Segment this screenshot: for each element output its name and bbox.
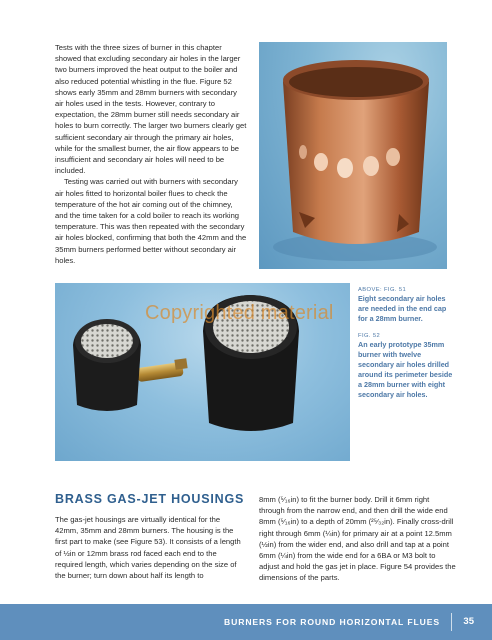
section-heading: BRASS GAS-JET HOUSINGS	[55, 492, 245, 506]
caption-fig51	[358, 287, 454, 324]
body-text-right	[259, 494, 457, 584]
caption-fig52	[358, 333, 454, 400]
body-text-left	[55, 514, 245, 581]
running-footer-title: BURNERS FOR ROUND HORIZONTAL FLUES	[224, 617, 440, 627]
body-paragraph: The gas-jet housings are virtually identical for the 42mm, 35mm and 28mm burners. The housing is the first part to make (see Figure 53). It consists of a length of ½in or 12mm brass rod faced each end to the required length, which varies depending on the size of the burner; turn down about half its length to	[55, 515, 241, 581]
caption-text: Eight secondary air holes are needed in the end cap for a 28mm burner.	[358, 294, 447, 323]
caption-text: An early prototype 35mm burner with twelve secondary air holes drilled around its perimeter beside a 28mm burner with eight secondary air holes.	[358, 340, 453, 399]
copyright-watermark: Copyrighted material	[145, 302, 334, 324]
footer-bar	[0, 604, 492, 640]
body-paragraph: 8mm (⁵⁄₁₆in) to fit the burner body. Drill it 6mm right through from the narrow end, and then drill the wide end 8mm (⁵⁄₁₆in) to a depth of 20mm (²⁵⁄₃₂in). Finally cross-drill right through 6mm (¼in) for primary air at a point 12.5mm (½in) from the wider end, and also drill and tap at a point 6mm (¼in) from the wide end for a 6BA or M3 bolt to adjust and hold the gas jet in place. Figure 54 provides the dimensions of the parts.	[259, 495, 456, 583]
copper-end-cap-illustration	[259, 42, 447, 269]
page-number: 35	[463, 616, 474, 627]
intro-text	[55, 42, 247, 266]
intro-paragraph: Testing was carried out with burners with secondary air holes fitted to horizontal boiler flues to check the temperature of the hot air coming out of the chimney, and the time taken for a cold boiler to reach its working temperature. This was then repeated with the secondary air holes blocked, confirming that both the 42mm and the 35mm burners performed better without secondary air holes.	[55, 177, 247, 265]
figure-51-photo	[259, 42, 447, 269]
figure-captions	[358, 287, 454, 409]
intro-paragraph: Tests with the three sizes of burner in this chapter showed that excluding secondary air holes in the larger two burners improved the heat output to the boiler and also reduced potential whistling in the flue. Figure 52 shows early 35mm and 28mm burners with secondary air holes used in the tests. However, contrary to expectation, the 28mm burner still needs secondary air holes to burn correctly. The larger two burners clearly get sufficient secondary air through the primary air holes, while for the smallest burner, the air flow appears to be insufficient and secondary air holes will need to be included.	[55, 43, 247, 176]
caption-kicker: FIG. 52	[358, 333, 381, 339]
caption-kicker: ABOVE: FIG. 51	[358, 287, 407, 293]
footer-divider	[451, 613, 452, 631]
